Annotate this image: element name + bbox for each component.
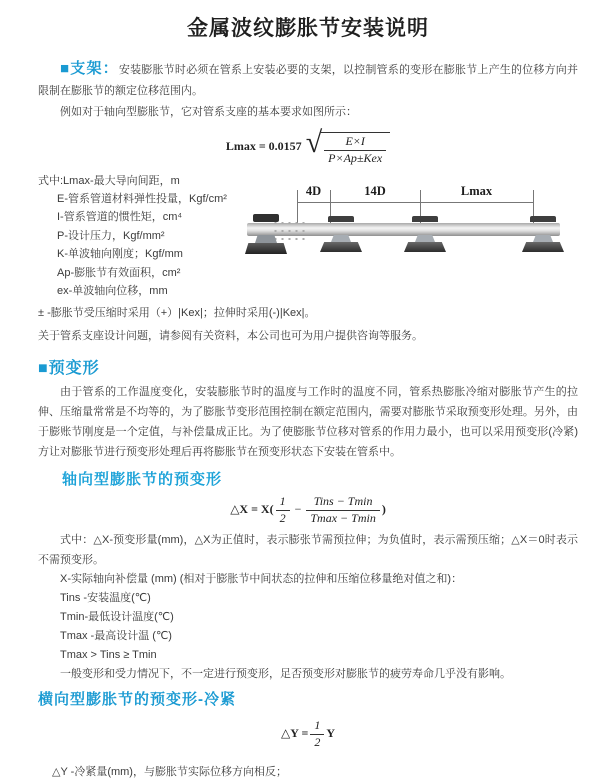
dimension-label-4d: 4D bbox=[305, 184, 322, 198]
formula-lhs: Lmax = 0.0157 bbox=[225, 139, 302, 154]
axial-line: 一般变形和受力情况下，不一定进行预变形，足否预变形对膨胀节的疲劳寿命几乎没有影响。 bbox=[60, 667, 511, 680]
lateral-predeform-formula bbox=[38, 719, 578, 750]
minus-operator: − bbox=[294, 502, 302, 517]
axial-predeform-formula bbox=[38, 495, 578, 526]
anchor-neck bbox=[255, 235, 277, 243]
pipe-support bbox=[319, 216, 363, 252]
dimension-label-14d: 14D bbox=[364, 184, 386, 198]
formula-rhs: Y bbox=[326, 725, 335, 740]
definition-item: I-管系管道的惯性矩，cm⁴ bbox=[57, 211, 183, 224]
axial-line: X-实际轴向补偿量 (mm) (相对于膨胀节中间状态的拉伸和压缩位移量绝对值之和)： bbox=[60, 572, 463, 585]
anchor-cap bbox=[253, 214, 279, 222]
axial-line: Tmin-最低设计温度(℃) bbox=[60, 610, 174, 623]
temp-numerator: Tins − Tmin bbox=[306, 495, 379, 511]
axial-line: Tmax > Tins ≥ Tmin bbox=[60, 648, 157, 661]
dimension-line bbox=[297, 202, 533, 203]
support-spacing-diagram bbox=[245, 183, 590, 283]
half-denominator: 2 bbox=[314, 734, 321, 749]
support-neck bbox=[533, 235, 553, 242]
support-example-line: 例如对于轴向型膨胀节，它对管系支座的基本要求如图所示： bbox=[60, 106, 357, 118]
axial-line: 式中：△X-预变形量(mm)，△X为正值时，表示膨张节需预拉伸；为负值时，表示需预压缩；△X＝0时表示不需预变形。 bbox=[38, 533, 578, 566]
pipe-support bbox=[403, 216, 447, 252]
sqrt-numerator: E×I bbox=[324, 135, 386, 151]
definition-item: Ap-膨胀节有效面积，cm² bbox=[57, 266, 181, 279]
temp-denominator: Tmax − Tmin bbox=[310, 511, 376, 526]
predeform-paragraph: 由于管系的工作温度变化，安装膨胀节时的温度与工作时的温度不同，管系热膨胀冷缩对膨胀节产生的拉伸、压缩量常常是不均等的，为了膨胀节变形范围控制在额定范围内，需要对膨胀节采取预变形处理。另外，由于膨账节刚度是一个定值，与补偿量成正比。为了使膨胀节位移对管系的作用力最小，也可以采用预变形(冷紧)方让对膨胀节进行预变形处理后再将膨胀节在预变形状态下安装在管系中。 bbox=[38, 386, 578, 459]
sqrt-denominator: P×Ap±Kex bbox=[328, 150, 383, 165]
predeform-section-heading: ■预变形 bbox=[38, 360, 100, 378]
support-intro-text: 安装膨胀节时必须在管系上安装必要的支架，以控制管系的变形在膨胀节上产生的位移方向并限制在膨胀节的额定位移范围内。 bbox=[38, 64, 578, 97]
formula-lhs: △Y = bbox=[281, 725, 309, 740]
support-base bbox=[320, 242, 362, 252]
pipe-anchor bbox=[245, 214, 287, 254]
support-intro-paragraph bbox=[38, 58, 578, 102]
lateral-predeform-heading: 横向型膨胀节的预变形-冷紧 bbox=[38, 690, 236, 708]
definition-item: ± -膨胀节受压缩时采用（+）|Kex|；拉伸时采用(-)|Kex|。 bbox=[38, 307, 316, 320]
support-cap bbox=[530, 216, 556, 222]
lmax-formula bbox=[38, 126, 578, 166]
half-numerator: 1 bbox=[310, 719, 324, 735]
axial-definitions bbox=[38, 530, 578, 684]
definition-item: P-设计压力，Kgf/mm² bbox=[57, 229, 165, 242]
support-cap bbox=[412, 216, 438, 222]
sqrt-sign: √ bbox=[305, 126, 323, 159]
dimension-label-lmax: Lmax bbox=[460, 184, 493, 198]
support-base bbox=[522, 242, 564, 252]
support-base bbox=[404, 242, 446, 252]
formula-close-paren: ) bbox=[381, 502, 386, 517]
consulting-note: 关于管系支座设计问题，请参阅有关资料，本公司也可为用户提供咨询等服务。 bbox=[38, 329, 423, 342]
definition-item: E-管系管道材料弹性投量，Kgf/cm² bbox=[57, 193, 227, 205]
axial-predeform-heading: 轴向型膨胀节的预变形 bbox=[62, 471, 223, 489]
support-section-heading: ■支架： bbox=[60, 60, 119, 77]
axial-line: Tins -安装温度(℃) bbox=[60, 591, 151, 604]
page-title: 金属波纹膨胀节安装说明 bbox=[187, 17, 429, 40]
anchor-base bbox=[245, 243, 287, 254]
half-numerator: 1 bbox=[276, 495, 290, 511]
half-denominator: 2 bbox=[279, 511, 286, 526]
support-neck bbox=[415, 235, 435, 242]
cold-tightening-note: △Y -冷紧量(mm)，与膨胀节实际位移方向相反； bbox=[52, 766, 287, 779]
pipe-support bbox=[521, 216, 565, 252]
definition-item: ex-单波轴向位移，mm bbox=[57, 285, 168, 298]
definition-item: 式中:Lmax-最大导向间距，m bbox=[38, 174, 180, 187]
sqrt-expression bbox=[305, 126, 390, 166]
formula-lhs: △X = X( bbox=[230, 502, 274, 517]
axial-line: Tmax -最高设计温 (℃) bbox=[60, 629, 172, 642]
support-neck bbox=[331, 235, 351, 242]
support-cap bbox=[328, 216, 354, 222]
definition-item: K-单波轴向刚度；Kgf/mm bbox=[57, 248, 183, 261]
